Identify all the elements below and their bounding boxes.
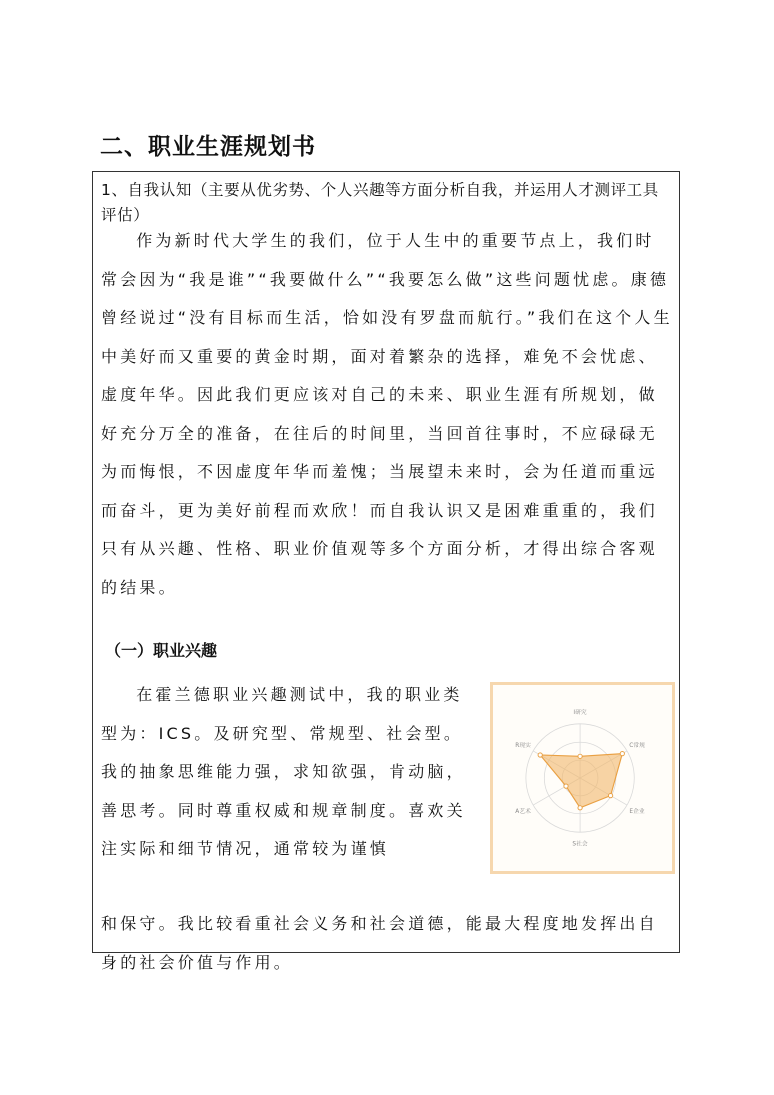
radar-point-0 <box>578 754 582 758</box>
radar-point-4 <box>564 784 568 788</box>
radar-svg <box>493 685 672 871</box>
interest-paragraph: 在霍兰德职业兴趣测试中，我的职业类型为：ICS。及研究型、常规型、社会型。我的抽象思维能力强，求知欲强，肯动脑，善思考。同时尊重权威和规章制度。喜欢关注实际和细节情况，通常较为谨慎 <box>101 685 466 858</box>
holland-radar-chart <box>490 682 675 874</box>
radar-point-1 <box>620 751 624 755</box>
radar-axis-label-5: R现实 <box>515 743 531 750</box>
radar-data-area <box>540 754 622 808</box>
interest-paragraph-continued: 和保守。我比较看重社会义务和社会道德，能最大程度地发挥出自身的社会价值与作用。 <box>101 914 658 972</box>
radar-axis-label-2: E企业 <box>629 808 645 815</box>
radar-axis-label-0: I研究 <box>573 710 587 717</box>
radar-point-3 <box>578 806 582 810</box>
page-title: 二、职业生涯规划书 <box>100 134 316 160</box>
question-prompt: 1、自我认知（主要从优劣势、个人兴趣等方面分析自我，并运用人才测评工具评估） <box>101 181 659 224</box>
radar-point-2 <box>608 793 612 797</box>
intro-paragraph: 作为新时代大学生的我们，位于人生中的重要节点上，我们时常会因为“我是谁”“我要做什么”“我要怎么做”这些问题忧虑。康德曾经说过“没有目标而生活，恰如没有罗盘而航行。”我们在这个人生中美好而又重要的黄金时期，面对着繁杂的选择，难免不会忧虑、虚度年华。因此我们更应该对自己的未来、职业生涯有所规划，做好充分万全的准备，在往后的时间里，当回首往事时，不应碌碌无为而悔恨，不因虚度年华而羞愧；当展望未来时，会为任道而重远而奋斗，更为美好前程而欢欣！而自我认识又是困难重重的，我们只有从兴趣、性格、职业价值观等多个方面分析，才得出综合客观的结果。 <box>101 231 673 597</box>
radar-point-5 <box>538 753 542 757</box>
radar-axis-label-1: C常规 <box>629 743 645 750</box>
form-frame <box>92 171 680 972</box>
section-heading: （一）职业兴趣 <box>105 641 218 660</box>
radar-axis-label-3: S社会 <box>572 841 588 848</box>
radar-axis-label-4: A艺术 <box>515 808 531 815</box>
